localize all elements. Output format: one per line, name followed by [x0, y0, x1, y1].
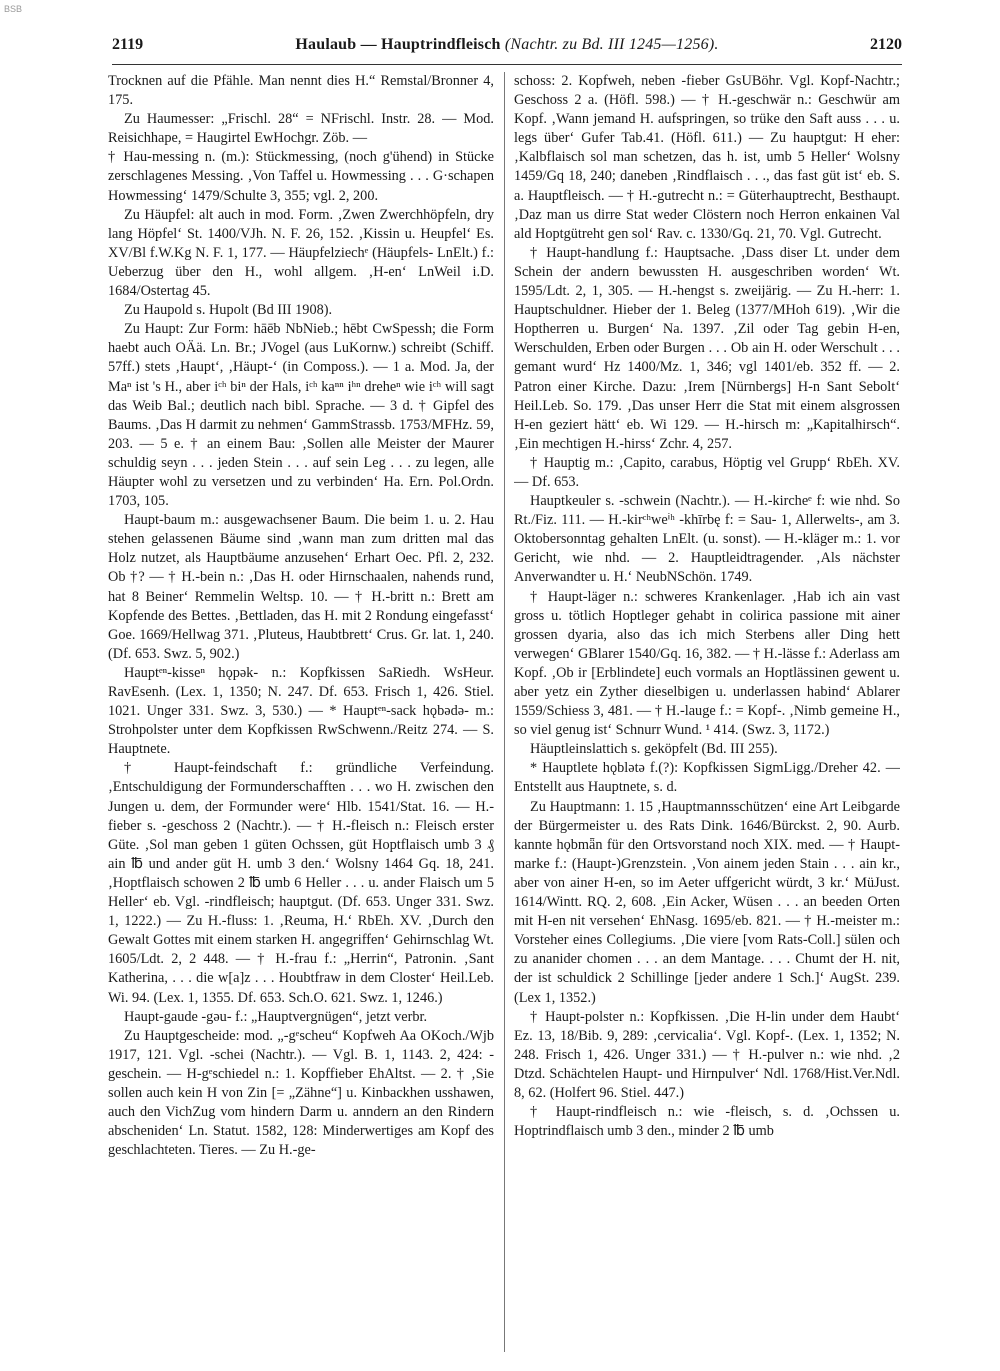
- entry-paragraph: Zu Häupfel: alt auch in mod. Form. ‚Zwen Zwerchhöpfeln, dry lang Höpfel‘ St. 1400/VJh. N. F. 26, 152. ‚Kissin u. Heupfel‘ Es. XV/Bl f.W.Kg N. F. 1, 177. — Häupfelziechᵉ (Häupfels- LnElt.) f.: Ueberzug über den H., wohl allgem. ‚H-en‘ LnWeil i.D. 1684/Ostertag 45.: [108, 206, 494, 300]
- entry-paragraph: Zu Hauptgescheide: mod. „-gᵉscheu“ Kopfweh Aa OKoch./Wjb 1917, 121. Vgl. -schei (Nachtr.). — Vgl. B. 1, 1143. 2, 424: -geschein. — H-gᵉschiedel n.: 1. Kopffieber EhAltst. — 2. † ‚Sie sollen auch kein H von Zin [= „Zähne“] u. Kinbackhen usshawen, auch den VichZug vom hindern Darm u. anndern an den Rindern abscheniden‘ Ln. Statut. 1582, 128: Minderwertiges am Kopf des geschlachteten. Tieres. — Zu H.-ge-: [108, 1027, 494, 1159]
- left-column: [108, 72, 494, 1352]
- entry-paragraph: Haupt-baum m.: ausgewachsener Baum. Die beim 1. u. 2. Hau stehen gelassenen Bäume sind ‚wann man zum dritten mal das Holz nutzet, als Hauptbäume anzusehen‘ Erhart Oec. Pfl. 2, 232. Ob †? — † H.-bein n.: ‚Das H. oder Hirnschaalen, nahends rund, hat 8 Beiner‘ Remmelin Weltsp. 10. — † H.-britt n.: Brett am Kopfende des Bettes. ‚Bettladen, das H. mit 2 Rondung eingefasst‘ Goe. 1669/Hellwag 371. ‚Pluteus, Haubtbrett‘ Crus. Gr. lat. 1, 240. (Df. 653. Swz. 5, 902.): [108, 512, 494, 662]
- page-number-right: 2120: [870, 36, 902, 53]
- entry-paragraph: † Haupt-läger n.: schweres Krankenlager. ‚Hab ich ain vast gross u. tötlich Hoptleger gehabt in colirica passione mit ainer grossen dyaria, also das ich mich Sterbens aller Ding hett verwegen‘ GBlarer 1540/Gq. 16, 382. — † H.-lässe f.: Aderlass am Kopf. ‚Ob ir [Erblindete] euch vormals an Hoptlässinen gewent u. aber yetz ein Zyther dieselbigen u. underlassen habind‘ Ablarer 1559/Schiess 3, 481. — † H.-lauge f.: = Kopf-. ‚Nimb gemeine H., so viel genug ist‘ Schnurr Wund. ¹ 414. (Swz. 3, 1172.): [514, 588, 900, 739]
- entry-paragraph: † Haupt-rindfleisch n.: wie -fleisch, s. d. ‚Ochssen u. Hoptrindflaisch umb 3 den., minder 2 ℔ umb: [514, 1104, 900, 1140]
- entry-paragraph: * Hauptlete hǫblətə f.(?): Kopfkissen SigmLigg./Dreher 42. — Entstellt aus Hauptnete, s. d.: [514, 760, 900, 796]
- entry-paragraph: Hauptᵉⁿ-kisseⁿ hǫpək- n.: Kopfkissen SaRiedh. WsHeur. RavEsenh. (Lex. 1, 1350; N. 247. Df. 653. Frisch 1, 426. Stiel. 1021. Unger 331. Swz. 3, 530.) — * Hauptᵉⁿ-sack hǫbədə- m.: Strohpolster unter dem Kopfkissen RwSchwenn./Reitz 274. — S. Hauptnete.: [108, 664, 494, 758]
- entry-paragraph: Zu Hauptmann: 1. 15 ‚Hauptmannsschützen‘ eine Art Leibgarde der Bürgermeister u. des Rats Dink. 1646/Bürckst. 2, 90. Aurb. kannte hǫbmǟn für den Ortsvorstand noch XIX. med. — † Haupt-marke f.: (Haupt-)Grenzstein. ‚Von ainem jeden Stain . . . ain kr., aber von ainer H-en, so im Aeter uffgericht würdt, 3 kr.‘ MüJust. 1614/Wintt. RQ. 2, 608. ‚Ein Acker, Wüsen . . . an beeden Orten mit H-en nit versehen‘ EhNasg. 1695/eb. 821. — † H.-meister m.: Vorsteher eines Collegiums. ‚Die viere [vom Rats-Coll.] sülen och zu ananider chomen . . . an dem Mantage. . . . Chumt der H. nit, der ist schuldick 2 Schillinge [jeder andere 1 Sch.]‘ AugSt. 239. (Lex 1, 1352.): [514, 798, 900, 1006]
- column-divider: [504, 72, 505, 1352]
- page-number-left: 2119: [112, 36, 144, 53]
- entry-paragraph: † Hau-messing n. (m.): Stückmessing, (noch g'ühend) in Stücke zerschlagenes Messing. ‚Von Taffel u. Howmessing . . . G·schapen Howmessing‘ 1479/Schulte 3, 355; vgl. 2, 200.: [108, 149, 494, 204]
- entry-paragraph: Haupt-gaude -gəu- f.: „Hauptvergnügen“, jetzt verbr.: [124, 1008, 428, 1025]
- entry-paragraph: Trocknen auf die Pfähle. Man nennt dies H.“ Remstal/Bronner 4, 175.: [108, 73, 494, 109]
- entry-paragraph: † Haupt-feindschaft f.: gründliche Verfeindung. ‚Entschuldigung der Formunderschafften . . . wo H. zwischen den Jungen u. dem, der Formunder were‘ Hlb. 1541/Stat. 16. — H.-fieber s. -geschoss 2 (Nachtr.). — † H.-fleisch n.: Fleisch erster Güte. ‚Sol man geben 1 güten Ochssen, güt Hoptflaisch umb 3 ₰ ain ℔ und ander güt H. umb 3 den.‘ Wolsny 1464 Gq. 18, 241. ‚Hoptflaisch schowen 2 ℔ umb 6 Heller . . . u. ander Flaisch um 5 Heller‘ eb. Vgl. -rindfleisch; hauptgut. (Df. 653. Unger 331. Swz. 1, 1222.) — Zu H.-fluss: 1. ‚Reuma, H.‘ RbEh. XV. ‚Durch den Gewalt Gottes mit einem starken H. angegriffen‘ Gehirnschlag Wt. 1605/Ldt. 2, 2 448. — † H.-frau f.: „Herrin“, Patronin. ‚Sant Katherina, . . . die w[a]z . . . Houbtfraw in dem Closter‘ Heil.Leb. Wi. 94. (Lex. 1, 1355. Df. 653. Sch.O. 621. Swz. 1, 1246.): [108, 760, 494, 1006]
- entry-paragraph: Häuptleinslattich s. geköpfelt (Bd. III 255).: [530, 741, 778, 758]
- entry-paragraph: Hauptkeuler s. -schwein (Nachtr.). — H.-kircheᵉ f: wie nhd. So Rt./Fiz. 111. — H.-kirᶜʰweⁱʰ -khīrbę f: = Sau- 1, Allerwelts-, am 3. Oktobersonntag gehalten LnElt. (u. sonst). — H.-kläger m.: 1. vor Gericht, wie nhd. — 2. Hauptleidtragender. ‚Als nächster Anverwandter u. H.‘ NeubNSchön. 1749.: [514, 493, 900, 586]
- header-rule: [112, 64, 902, 65]
- library-watermark: BSB: [4, 4, 23, 14]
- entry-paragraph: Zu Haupold s. Hupolt (Bd III 1908).: [124, 302, 333, 319]
- entry-paragraph: † Haupt-handlung f.: Hauptsache. ‚Dass diser Lt. under dem Schein der andern bewussten H. ausgeschriben worden‘ Wt. 1595/Ldt. 2, 1, 305. — H.-hengst s. zweijärig. — Zu H.-herr: 1. Hauptschuldner. Hieber der 1. Beleg (1377/MHoh 619). ‚Wir die Hoptherren u. Burgen‘ Na. 1397. ‚Zil oder Tag gebin H-en, Werschulden, Erben oder Burgen . . . Ob ain H. oder Werschult . . . gemant wurd‘ Hz 1400/Mz. 1, 346; vgl 1401/eb. 352 ff. — 2. Patron einer Kirche. Dazu: ‚Irem [Nürnbergs] H-n Sant Sebolt‘ Heil.Leb. So. 179. ‚Das unser Herr die Stat mit einem alsgrossen H-en geziert hätt‘ eb. Wi 129. — H.-hirsch m: „Kapitalhirsch“. ‚Ein mechtigen H.-hirss‘ Zchr. 4, 257.: [514, 244, 900, 452]
- running-header: [112, 36, 902, 58]
- title-main: Haulaub — Hauptrindfleisch: [295, 36, 501, 53]
- entry-paragraph: † Hauptig m.: ‚Capito, carabus, Höptig vel Grupp‘ RbEh. XV. — Df. 653.: [514, 454, 900, 490]
- entry-paragraph: schoss: 2. Kopfweh, neben -fieber GsUBöhr. Vgl. Kopf-Nachtr.; Geschoss 2 a. (Höfl. 598.) — † H.-geschwär n.: Geschwür am Kopf. ‚Wann jemand H. aufspringen, so trüke den Saft auss . . . u. legs über‘ Gufer Tab.41. (Höfl. 611.) — Zu hauptgut: H eher: ‚Kalbflaisch sol man schetzen, das h. ist, umb 5 Heller‘ Wolsny 1459/Gq 18, 240; daneben ‚Rindflaisch . . ., das fast güt ist‘ eb. S. a. Hauptfleisch. — † H.-gutrecht n.: = Güterhauptrecht, Besthaupt. ‚Daz man us dirre Stat weder Clöstern noch Herron enkainen Val ald Hoptgütreht gen sol‘ Rav. c. 1330/Gq. 21, 70. Vgl. Gutrecht.: [514, 73, 900, 242]
- running-title: [112, 36, 902, 54]
- entry-paragraph: Zu Haumesser: „Frischl. 28“ = NFrischl. Instr. 28. — Mod. Reisichhape, = Haugirtel EwHochgr. Zöb. —: [108, 111, 494, 147]
- right-column: [514, 72, 900, 1352]
- title-note: (Nachtr. zu Bd. III 1245—1256).: [504, 36, 719, 53]
- entry-paragraph: † Haupt-polster n.: Kopfkissen. ‚Die H-lin under dem Haubt‘ Ez. 13, 18/Bib. 9, 289: ‚cervicalia‘. Vgl. Kopf-. (Lex. 1, 1352; N. 248. Frisch 1, 426. Unger 331.) — † H.-pulver n.: wie nhd. ‚2 Dtzd. Schächtelen Haupt- und Hirnpulver‘ Ndl. 1768/Hist.Ver.Ndl. 8, 62. (Holfert 96. Stiel. 447.): [514, 1008, 900, 1101]
- entry-paragraph: Zu Haupt: Zur Form: hāēb NbNieb.; hēbt CwSpessh; die Form haebt auch OÄä. Ln. Br.; JVogel (aus LuKornw.) schreibt (Schiff. 57ff.) stets ‚Haupt‘, ‚Häupt-‘ (in Composs.). — 1 a. Mod. Ja, der Maⁿ ist 's H., aber iᶜʰ biⁿ der Hals, iᶜʰ kaⁿⁿ iʰⁿ dreheⁿ wie iᶜʰ will sagt das Weib Bal.; deutlich nach bibl. Sprache. — 3 d. † Gipfel des Baums. ‚Das H darmit zu nehmen‘ GammStrassb. 1753/MFHz. 59, 203. — 5 e. † an einem Bau: ‚Sollen alle Meister der Maurer schuldig seyn . . . jeden Stein . . . auf sein Leg . . . zu legen, alle Häupter wohl zu versetzen und zu verbinden‘ Ha. Ern. Pol.Ordn. 1703, 105.: [108, 321, 494, 510]
